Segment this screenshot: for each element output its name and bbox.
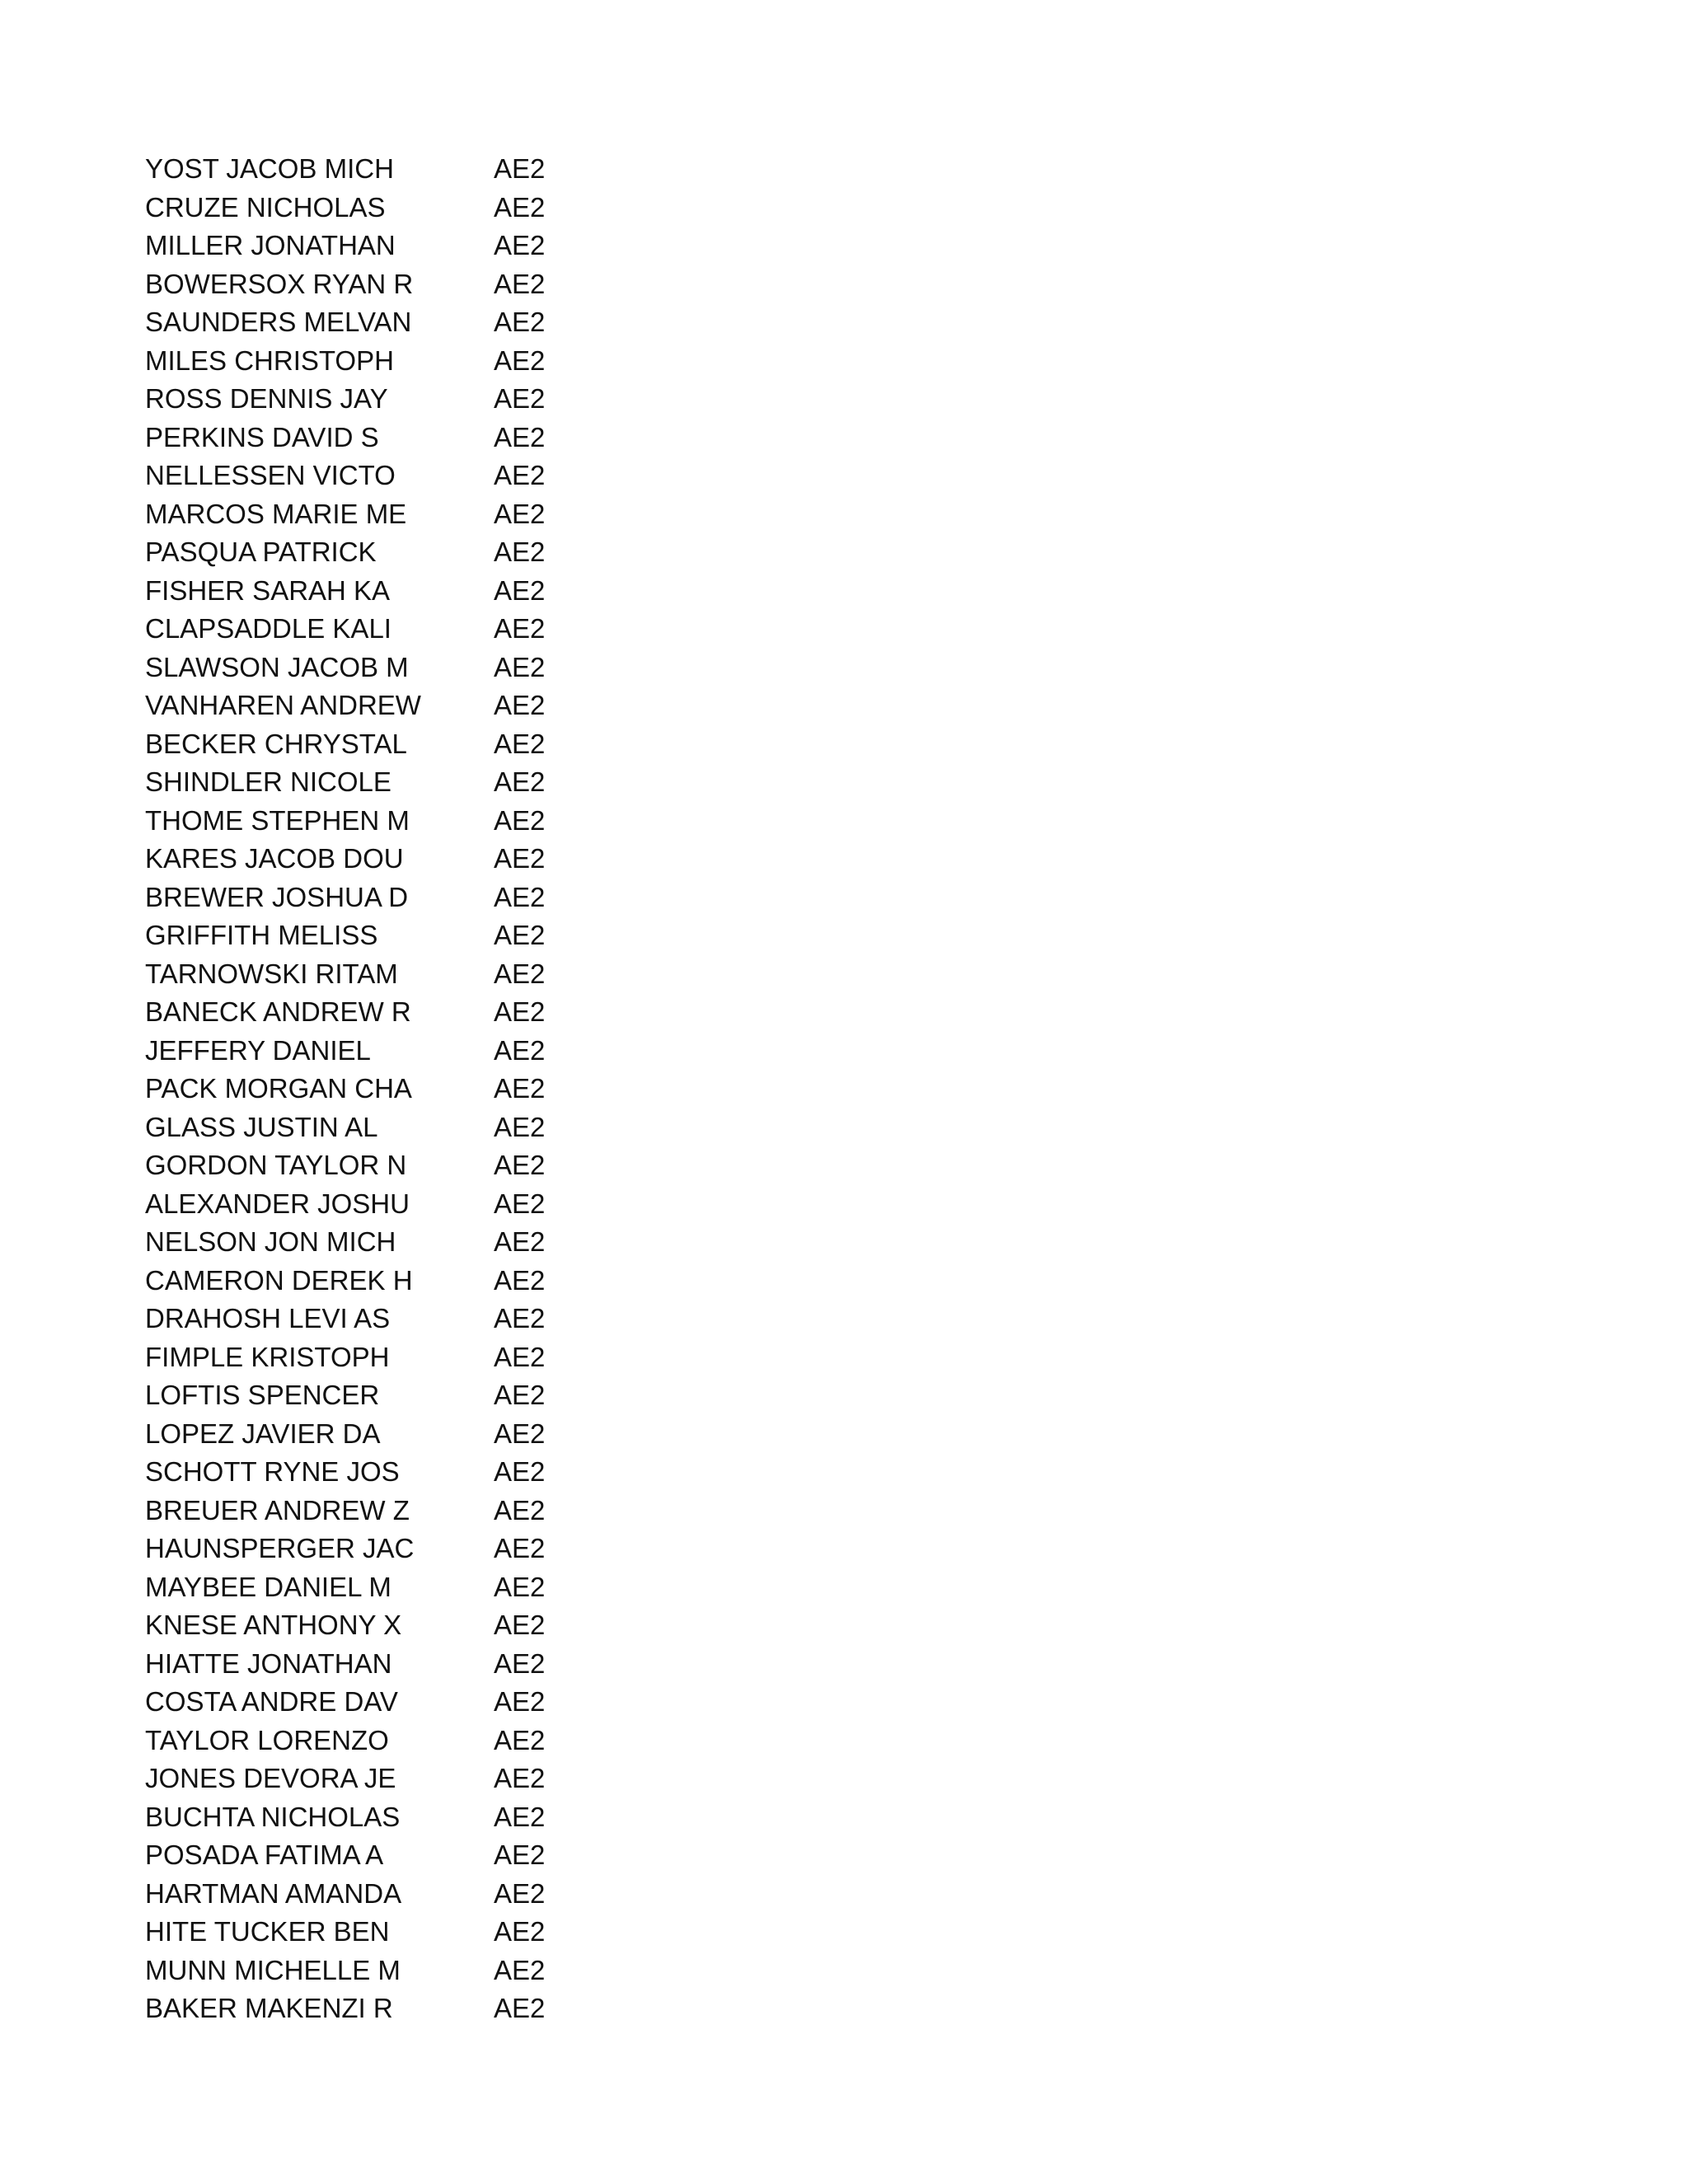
rate-code: AE2 (494, 1418, 546, 1449)
list-item (145, 687, 640, 725)
list-item (145, 1453, 640, 1492)
rate-code: AE2 (494, 1993, 546, 2023)
list-item (145, 1722, 640, 1760)
list-item (145, 1760, 640, 1798)
rate-code: AE2 (494, 1380, 546, 1410)
rate-code: AE2 (494, 1111, 546, 1142)
person-name: JONES DEVORA JE (145, 1763, 396, 1793)
list-item (145, 495, 640, 534)
list-item (145, 1530, 640, 1568)
rate-code: AE2 (494, 421, 546, 452)
person-name: HITE TUCKER BEN (145, 1916, 390, 1947)
rate-code: AE2 (494, 1840, 546, 1870)
list-item (145, 916, 640, 955)
rate-code: AE2 (494, 230, 546, 260)
list-item (145, 840, 640, 879)
person-name: SAUNDERS MELVAN (145, 307, 412, 337)
rate-code: AE2 (494, 1341, 546, 1372)
rate-code: AE2 (494, 1647, 546, 1679)
rate-code: AE2 (494, 958, 546, 989)
rate-code: AE2 (494, 1150, 546, 1180)
list-item (145, 993, 640, 1032)
person-name: PACK MORGAN CHA (145, 1073, 412, 1104)
rate-code: AE2 (494, 1686, 546, 1717)
person-name: MILLER JONATHAN (145, 230, 396, 260)
rate-code: AE2 (494, 1456, 546, 1487)
person-name: BUCHTA NICHOLAS (145, 1801, 401, 1832)
rate-code: AE2 (494, 766, 546, 797)
rate-code: AE2 (494, 268, 546, 299)
list-item (145, 1990, 640, 2028)
list-item (145, 1913, 640, 1952)
person-name: BREUER ANDREW Z (145, 1494, 410, 1526)
person-name: TAYLOR LORENZO (145, 1724, 389, 1755)
rate-code: AE2 (494, 1724, 546, 1755)
person-name: FISHER SARAH KA (145, 574, 391, 606)
list-item (145, 649, 640, 687)
list-item (145, 342, 640, 381)
rate-code: AE2 (494, 460, 546, 490)
person-name: MILES CHRISTOPH (145, 344, 394, 376)
rate-code: AE2 (494, 498, 546, 529)
person-name: MAYBEE DANIEL M (145, 1571, 392, 1602)
person-name: LOPEZ JAVIER DA (145, 1418, 381, 1449)
rate-code: AE2 (494, 804, 546, 836)
list-item (145, 1223, 640, 1262)
list-item (145, 1875, 640, 1914)
list-item (145, 610, 640, 649)
rate-code: AE2 (494, 1763, 546, 1793)
list-item (145, 1568, 640, 1607)
list-item (145, 265, 640, 304)
list-item (145, 1606, 640, 1645)
person-name: DRAHOSH LEVI AS (145, 1303, 391, 1333)
rate-code: AE2 (494, 574, 546, 606)
rate-code: AE2 (494, 1264, 546, 1296)
list-item (145, 380, 640, 419)
rate-code: AE2 (494, 1073, 546, 1104)
rate-code: AE2 (494, 1877, 546, 1909)
rate-code: AE2 (494, 1034, 546, 1066)
person-name: BECKER CHRYSTAL (145, 728, 407, 759)
list-item (145, 150, 640, 189)
person-name: TARNOWSKI RITAM (145, 958, 398, 989)
person-name: YOST JACOB MICH (145, 153, 394, 184)
list-item (145, 1185, 640, 1224)
person-name: GLASS JUSTIN AL (145, 1111, 378, 1142)
rate-code: AE2 (494, 1801, 546, 1832)
rate-code: AE2 (494, 1610, 546, 1640)
person-name: MARCOS MARIE ME (145, 498, 407, 529)
rate-code: AE2 (494, 191, 546, 223)
list-item (145, 1300, 640, 1338)
person-name: ROSS DENNIS JAY (145, 383, 388, 414)
rate-code: AE2 (494, 1571, 546, 1602)
person-name: KARES JACOB DOU (145, 843, 404, 874)
person-name: JEFFERY DANIEL (145, 1034, 371, 1066)
list-item (145, 1952, 640, 1990)
person-name: SHINDLER NICOLE (145, 766, 392, 797)
person-name: BAKER MAKENZI R (145, 1993, 393, 2023)
list-item (145, 1108, 640, 1147)
person-name: ALEXANDER JOSHU (145, 1188, 410, 1219)
person-name: HAUNSPERGER JAC (145, 1533, 415, 1563)
person-name: HIATTE JONATHAN (145, 1647, 392, 1679)
person-name: SCHOTT RYNE JOS (145, 1456, 400, 1487)
list-item (145, 419, 640, 457)
person-name: THOME STEPHEN M (145, 804, 410, 836)
rate-code: AE2 (494, 651, 546, 682)
list-item (145, 1836, 640, 1875)
person-name: GORDON TAYLOR N (145, 1150, 407, 1180)
rate-code: AE2 (494, 1916, 546, 1947)
roster-list (145, 150, 640, 2028)
rate-code: AE2 (494, 307, 546, 337)
list-item (145, 802, 640, 841)
list-item (145, 303, 640, 342)
list-item (145, 1376, 640, 1415)
list-item (145, 457, 640, 495)
rate-code: AE2 (494, 843, 546, 874)
rate-code: AE2 (494, 153, 546, 184)
person-name: VANHAREN ANDREW (145, 690, 421, 720)
rate-code: AE2 (494, 1303, 546, 1333)
person-name: SLAWSON JACOB M (145, 651, 409, 682)
list-item (145, 1798, 640, 1837)
person-name: LOFTIS SPENCER (145, 1380, 380, 1410)
list-item (145, 763, 640, 802)
person-name: CLAPSADDLE KALI (145, 613, 392, 644)
rate-code: AE2 (494, 1494, 546, 1526)
person-name: POSADA FATIMA A (145, 1840, 384, 1870)
rate-code: AE2 (494, 920, 546, 950)
list-item (145, 1032, 640, 1071)
person-name: PERKINS DAVID S (145, 421, 379, 452)
person-name: NELLESSEN VICTO (145, 460, 396, 490)
rate-code: AE2 (494, 537, 546, 567)
rate-code: AE2 (494, 881, 546, 912)
list-item (145, 227, 640, 265)
list-item (145, 725, 640, 764)
person-name: BANECK ANDREW R (145, 996, 411, 1027)
list-item (145, 533, 640, 572)
list-item (145, 1645, 640, 1684)
person-name: KNESE ANTHONY X (145, 1610, 402, 1640)
list-item (145, 879, 640, 917)
rate-code: AE2 (494, 1188, 546, 1219)
list-item (145, 1415, 640, 1454)
rate-code: AE2 (494, 728, 546, 759)
rate-code: AE2 (494, 1954, 546, 1985)
person-name: BREWER JOSHUA D (145, 881, 409, 912)
person-name: GRIFFITH MELISS (145, 920, 378, 950)
list-item (145, 1146, 640, 1185)
list-item (145, 1492, 640, 1530)
person-name: NELSON JON MICH (145, 1226, 396, 1257)
person-name: CAMERON DEREK H (145, 1264, 413, 1296)
list-item (145, 1262, 640, 1301)
list-item (145, 1683, 640, 1722)
list-item (145, 1070, 640, 1108)
person-name: FIMPLE KRISTOPH (145, 1341, 390, 1372)
rate-code: AE2 (494, 613, 546, 644)
list-item (145, 1338, 640, 1377)
list-item (145, 572, 640, 611)
list-item (145, 189, 640, 227)
rate-code: AE2 (494, 344, 546, 376)
person-name: CRUZE NICHOLAS (145, 191, 386, 223)
person-name: HARTMAN AMANDA (145, 1877, 402, 1909)
rate-code: AE2 (494, 1226, 546, 1257)
rate-code: AE2 (494, 383, 546, 414)
person-name: MUNN MICHELLE M (145, 1954, 401, 1985)
list-item (145, 955, 640, 994)
rate-code: AE2 (494, 996, 546, 1027)
person-name: PASQUA PATRICK (145, 537, 377, 567)
rate-code: AE2 (494, 690, 546, 720)
person-name: BOWERSOX RYAN R (145, 268, 414, 299)
person-name: COSTA ANDRE DAV (145, 1686, 398, 1717)
rate-code: AE2 (494, 1533, 546, 1563)
